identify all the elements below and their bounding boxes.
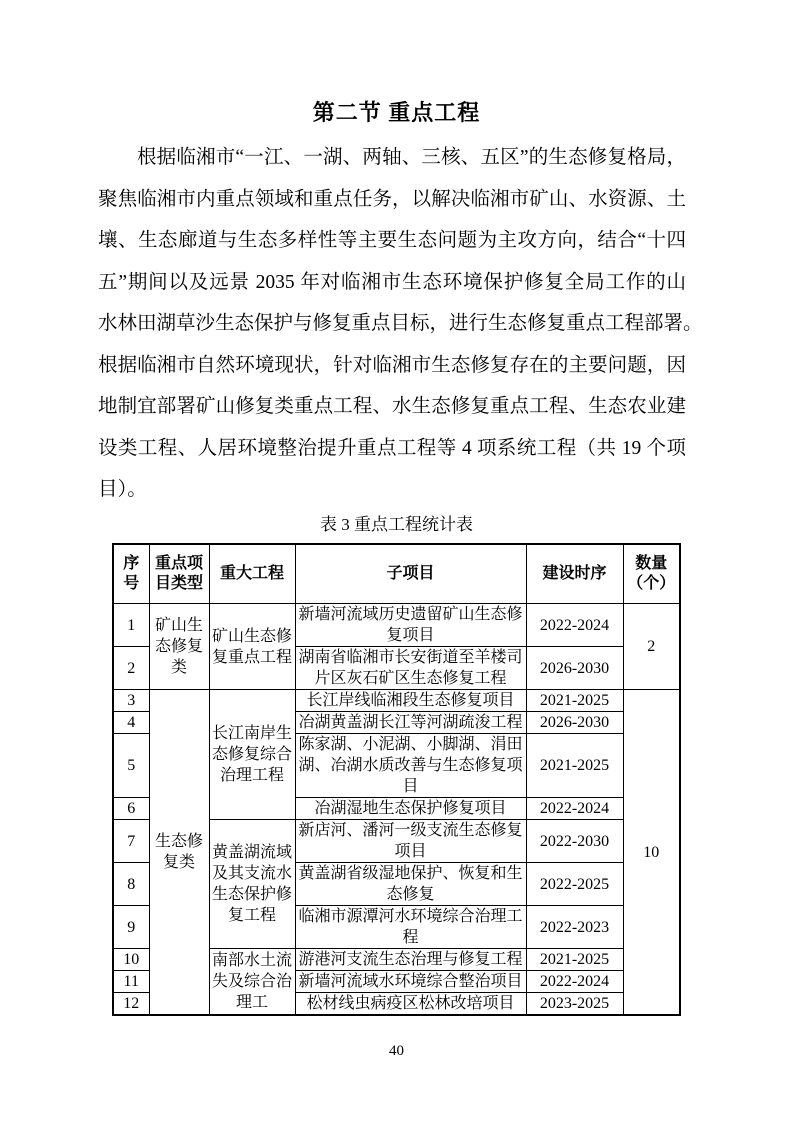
- paragraph-line: 五”期间以及远景 2035 年对临湘市生态环境保护修复全局工作的山: [98, 271, 686, 293]
- seq-cell: 6: [113, 798, 149, 820]
- header-category: 重点项目类型: [149, 544, 209, 604]
- subproject-cell: 冶湖湿地生态保护修复项目: [295, 798, 526, 820]
- seq-cell: 3: [113, 690, 149, 712]
- subproject-cell: 临湘市源潭河水环境综合治理工程: [295, 906, 526, 949]
- table-row: [113, 604, 680, 647]
- subproject-cell: 陈家湖、小泥湖、小脚湖、涓田湖、冶湖水质改善与生态修复项目: [295, 734, 526, 798]
- schedule-cell: 2021-2025: [526, 734, 623, 798]
- seq-cell: 10: [113, 949, 149, 971]
- schedule-cell: 2022-2025: [526, 863, 623, 906]
- category-cell: 生态修复类: [149, 690, 209, 1016]
- paragraph-line: 根据临湘市自然环境现状，针对临湘市生态修复存在的主要问题，因: [98, 354, 686, 376]
- subproject-cell: 新店河、潘河一级支流生态修复项目: [295, 820, 526, 863]
- quantity-cell: 10: [623, 690, 680, 1016]
- schedule-cell: 2022-2024: [526, 798, 623, 820]
- seq-cell: 12: [113, 993, 149, 1016]
- paragraph-line: 根据临湘市“一江、一湖、两轴、三核、五区”的生态修复格局，: [137, 147, 686, 168]
- subproject-cell: 松材线虫病疫区松林改培项目: [295, 993, 526, 1016]
- paragraph-line: 设类工程、人居环境整治提升重点工程等 4 项系统工程（共 19 个项: [98, 437, 686, 459]
- table-caption: 表 3 重点工程统计表: [320, 514, 473, 534]
- schedule-cell: 2022-2024: [526, 604, 623, 647]
- project-cell: 矿山生态修复重点工程: [209, 604, 295, 690]
- header-seq: 序号: [113, 544, 149, 604]
- section-title: 第二节 重点工程: [312, 100, 481, 125]
- schedule-cell: 2022-2024: [526, 971, 623, 993]
- paragraph-line: 水林田湖草沙生态保护与修复重点目标，进行生态修复重点工程部署。: [98, 313, 703, 334]
- schedule-cell: 2022-2023: [526, 906, 623, 949]
- schedule-cell: 2021-2025: [526, 949, 623, 971]
- seq-cell: 5: [113, 734, 149, 798]
- table-row: [113, 690, 680, 712]
- seq-cell: 7: [113, 820, 149, 863]
- schedule-cell: 2026-2030: [526, 647, 623, 690]
- category-cell: 矿山生态修复类: [149, 604, 209, 690]
- schedule-cell: 2023-2025: [526, 993, 623, 1016]
- subproject-cell: 冶湖黄盖湖长江等河湖疏浚工程: [295, 712, 526, 734]
- body-paragraph: [98, 137, 703, 511]
- key-projects-table: [112, 543, 681, 1017]
- paragraph-line: 地制宜部署矿山修复类重点工程、水生态修复重点工程、生态农业建: [98, 396, 686, 417]
- seq-cell: 4: [113, 712, 149, 734]
- header-project: 重大工程: [209, 544, 295, 604]
- header-quantity: 数量（个）: [623, 544, 680, 604]
- header-subproject: 子项目: [295, 544, 526, 604]
- subproject-cell: 长江岸线临湘段生态修复项目: [295, 690, 526, 712]
- seq-cell: 8: [113, 863, 149, 906]
- subproject-cell: 新墙河流域水环境综合整治项目: [295, 971, 526, 993]
- subproject-cell: 湖南省临湘市长安街道至羊楼司片区灰石矿区生态修复工程: [295, 647, 526, 690]
- paragraph-line: 聚焦临湘市内重点领域和重点任务，以解决临湘市矿山、水资源、土: [98, 188, 686, 210]
- quantity-cell: 2: [623, 604, 680, 690]
- schedule-cell: 2026-2030: [526, 712, 623, 734]
- schedule-cell: 2022-2030: [526, 820, 623, 863]
- project-cell: 黄盖湖流域及其支流水生态保护修复工程: [209, 820, 295, 949]
- subproject-cell: 新墙河流域历史遗留矿山生态修复项目: [295, 604, 526, 647]
- subproject-cell: 黄盖湖省级湿地保护、恢复和生态修复: [295, 863, 526, 906]
- seq-cell: 1: [113, 604, 149, 647]
- header-row: [113, 544, 680, 604]
- project-cell: 南部水土流失及综合治理工: [209, 949, 295, 1016]
- schedule-cell: 2021-2025: [526, 690, 623, 712]
- paragraph-line: 壤、生态廊道与生态多样性等主要生态问题为主攻方向，结合“十四: [98, 230, 686, 251]
- header-schedule: 建设时序: [526, 544, 623, 604]
- seq-cell: 9: [113, 906, 149, 949]
- project-cell: 长江南岸生态修复综合治理工程: [209, 690, 295, 820]
- paragraph-line: 目）。: [98, 479, 147, 500]
- subproject-cell: 游港河支流生态治理与修复工程: [295, 949, 526, 971]
- page-number: 40: [389, 1043, 404, 1059]
- seq-cell: 11: [113, 971, 149, 993]
- seq-cell: 2: [113, 647, 149, 690]
